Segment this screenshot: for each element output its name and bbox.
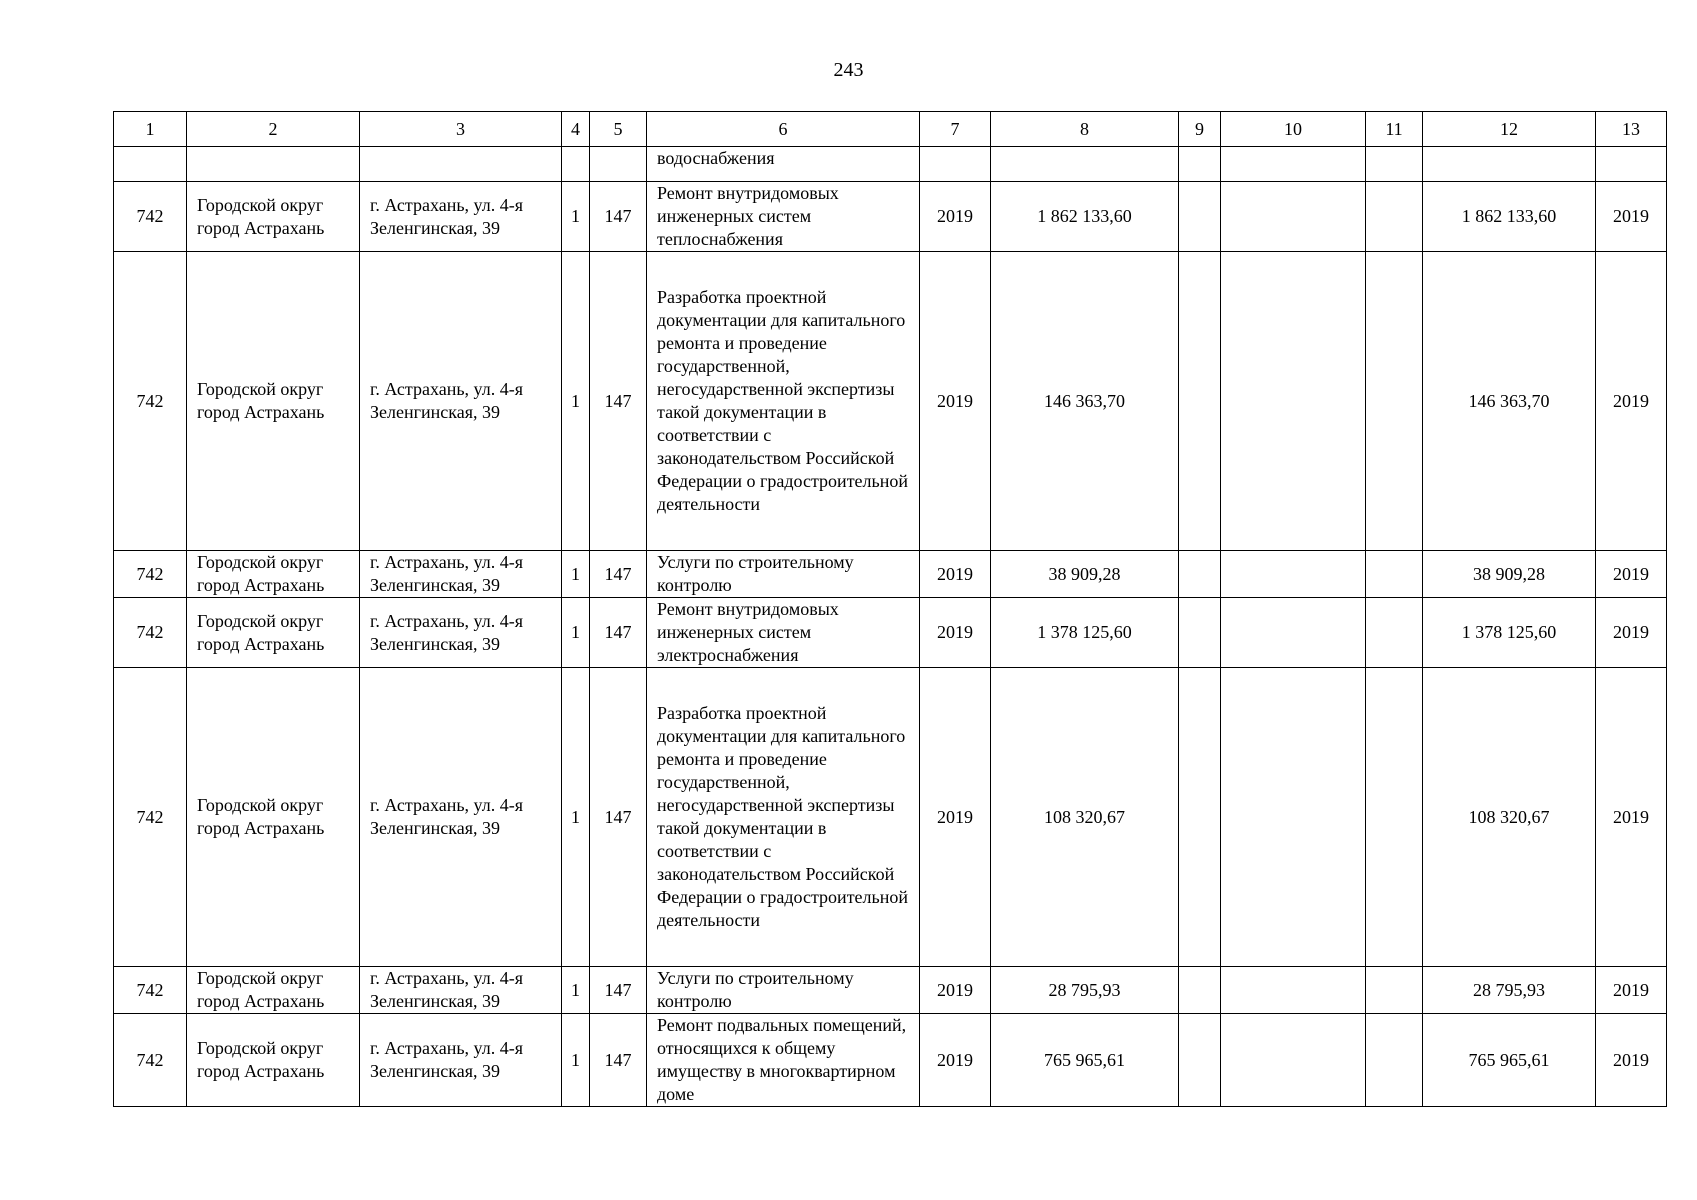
fund-amount: 108 320,67: [1423, 668, 1596, 967]
empty-cell: [1221, 967, 1366, 1014]
fund-amount: 38 909,28: [1423, 551, 1596, 598]
empty-cell: [1366, 182, 1423, 252]
empty-cell: [1221, 1014, 1366, 1107]
fund-amount: 146 363,70: [1423, 252, 1596, 551]
empty-cell: [1366, 598, 1423, 668]
building-count: 1: [562, 252, 590, 551]
empty-cell: [1366, 1014, 1423, 1107]
row-number: 742: [114, 252, 187, 551]
fund-amount: 765 965,61: [1423, 1014, 1596, 1107]
empty-cell: [1179, 252, 1221, 551]
fund-amount: 1 378 125,60: [1423, 598, 1596, 668]
registry-table: [113, 111, 1667, 1107]
completion-year: 2019: [1596, 967, 1667, 1014]
table-row: [114, 551, 1667, 598]
row-number: 742: [114, 1014, 187, 1107]
plan-year: 2019: [920, 1014, 991, 1107]
column-number: 1: [114, 112, 187, 147]
empty-cell: [1179, 598, 1221, 668]
address: г. Астрахань, ул. 4-я Зеленгинская, 39: [360, 598, 562, 668]
building-number: 147: [590, 967, 647, 1014]
completion-year: 2019: [1596, 598, 1667, 668]
column-number: 3: [360, 112, 562, 147]
work-description: Разработка проектной документации для капитального ремонта и проведение государственной, негосударственной экспертизы такой документации в соответствии с законодательством Российской Федерации о градостроительной деятельности: [647, 668, 920, 967]
address: г. Астрахань, ул. 4-я Зеленгинская, 39: [360, 967, 562, 1014]
work-description: Услуги по строительному контролю: [647, 967, 920, 1014]
empty-cell: [1179, 551, 1221, 598]
row-number: 742: [114, 668, 187, 967]
empty-cell: [1179, 182, 1221, 252]
column-number: 9: [1179, 112, 1221, 147]
empty-cell: [1179, 668, 1221, 967]
building-count: 1: [562, 551, 590, 598]
building-number: 147: [590, 598, 647, 668]
empty-cell: [1179, 967, 1221, 1014]
municipality: Городской округ город Астрахань: [187, 551, 360, 598]
page-number: 243: [833, 59, 864, 81]
address: г. Астрахань, ул. 4-я Зеленгинская, 39: [360, 551, 562, 598]
building-count: 1: [562, 668, 590, 967]
plan-year: 2019: [920, 668, 991, 967]
table-body: [114, 112, 1667, 1107]
empty-cell: [1221, 668, 1366, 967]
building-count: 1: [562, 967, 590, 1014]
table-row: [114, 967, 1667, 1014]
building-count: 1: [562, 1014, 590, 1107]
column-number: 13: [1596, 112, 1667, 147]
address: г. Астрахань, ул. 4-я Зеленгинская, 39: [360, 668, 562, 967]
empty-cell: [1221, 598, 1366, 668]
plan-year: 2019: [920, 598, 991, 668]
address: г. Астрахань, ул. 4-я Зеленгинская, 39: [360, 1014, 562, 1107]
completion-year: 2019: [1596, 252, 1667, 551]
building-number: 147: [590, 551, 647, 598]
total-cost: 38 909,28: [991, 551, 1179, 598]
column-number: 12: [1423, 112, 1596, 147]
continuation-text: водоснабжения: [647, 147, 920, 182]
work-description: Ремонт внутридомовых инженерных систем теплоснабжения: [647, 182, 920, 252]
work-description: Разработка проектной документации для капитального ремонта и проведение государственной, негосударственной экспертизы такой документации в соответствии с законодательством Российской Федерации о градостроительной деятельности: [647, 252, 920, 551]
total-cost: 1 378 125,60: [991, 598, 1179, 668]
building-number: 147: [590, 182, 647, 252]
table-row: [114, 252, 1667, 551]
completion-year: 2019: [1596, 1014, 1667, 1107]
empty-cell: [1366, 551, 1423, 598]
column-number: 8: [991, 112, 1179, 147]
row-number: 742: [114, 182, 187, 252]
row-number: 742: [114, 967, 187, 1014]
fund-amount: 1 862 133,60: [1423, 182, 1596, 252]
completion-year: 2019: [1596, 182, 1667, 252]
column-number: 5: [590, 112, 647, 147]
municipality: Городской округ город Астрахань: [187, 252, 360, 551]
table-row: [114, 668, 1667, 967]
total-cost: 1 862 133,60: [991, 182, 1179, 252]
plan-year: 2019: [920, 252, 991, 551]
total-cost: 765 965,61: [991, 1014, 1179, 1107]
table-row: [114, 598, 1667, 668]
building-count: 1: [562, 182, 590, 252]
table-row: [114, 182, 1667, 252]
completion-year: 2019: [1596, 668, 1667, 967]
continuation-row: [114, 147, 1667, 182]
total-cost: 28 795,93: [991, 967, 1179, 1014]
empty-cell: [1221, 252, 1366, 551]
row-number: 742: [114, 551, 187, 598]
column-number: 10: [1221, 112, 1366, 147]
column-number: 2: [187, 112, 360, 147]
table-row: [114, 1014, 1667, 1107]
building-number: 147: [590, 252, 647, 551]
plan-year: 2019: [920, 182, 991, 252]
municipality: Городской округ город Астрахань: [187, 1014, 360, 1107]
municipality: Городской округ город Астрахань: [187, 182, 360, 252]
work-description: Ремонт подвальных помещений, относящихся к общему имуществу в многоквартирном доме: [647, 1014, 920, 1107]
municipality: Городской округ город Астрахань: [187, 598, 360, 668]
work-description: Ремонт внутридомовых инженерных систем электроснабжения: [647, 598, 920, 668]
column-number: 4: [562, 112, 590, 147]
address: г. Астрахань, ул. 4-я Зеленгинская, 39: [360, 182, 562, 252]
building-number: 147: [590, 668, 647, 967]
fund-amount: 28 795,93: [1423, 967, 1596, 1014]
completion-year: 2019: [1596, 551, 1667, 598]
empty-cell: [1366, 668, 1423, 967]
empty-cell: [1366, 252, 1423, 551]
column-number: 7: [920, 112, 991, 147]
empty-cell: [1221, 182, 1366, 252]
address: г. Астрахань, ул. 4-я Зеленгинская, 39: [360, 252, 562, 551]
work-description: Услуги по строительному контролю: [647, 551, 920, 598]
empty-cell: [1221, 551, 1366, 598]
building-number: 147: [590, 1014, 647, 1107]
building-count: 1: [562, 598, 590, 668]
municipality: Городской округ город Астрахань: [187, 668, 360, 967]
column-number: 11: [1366, 112, 1423, 147]
empty-cell: [1366, 967, 1423, 1014]
total-cost: 108 320,67: [991, 668, 1179, 967]
total-cost: 146 363,70: [991, 252, 1179, 551]
column-number: 6: [647, 112, 920, 147]
row-number: 742: [114, 598, 187, 668]
column-number-row: [114, 112, 1667, 147]
municipality: Городской округ город Астрахань: [187, 967, 360, 1014]
plan-year: 2019: [920, 967, 991, 1014]
empty-cell: [1179, 1014, 1221, 1107]
plan-year: 2019: [920, 551, 991, 598]
